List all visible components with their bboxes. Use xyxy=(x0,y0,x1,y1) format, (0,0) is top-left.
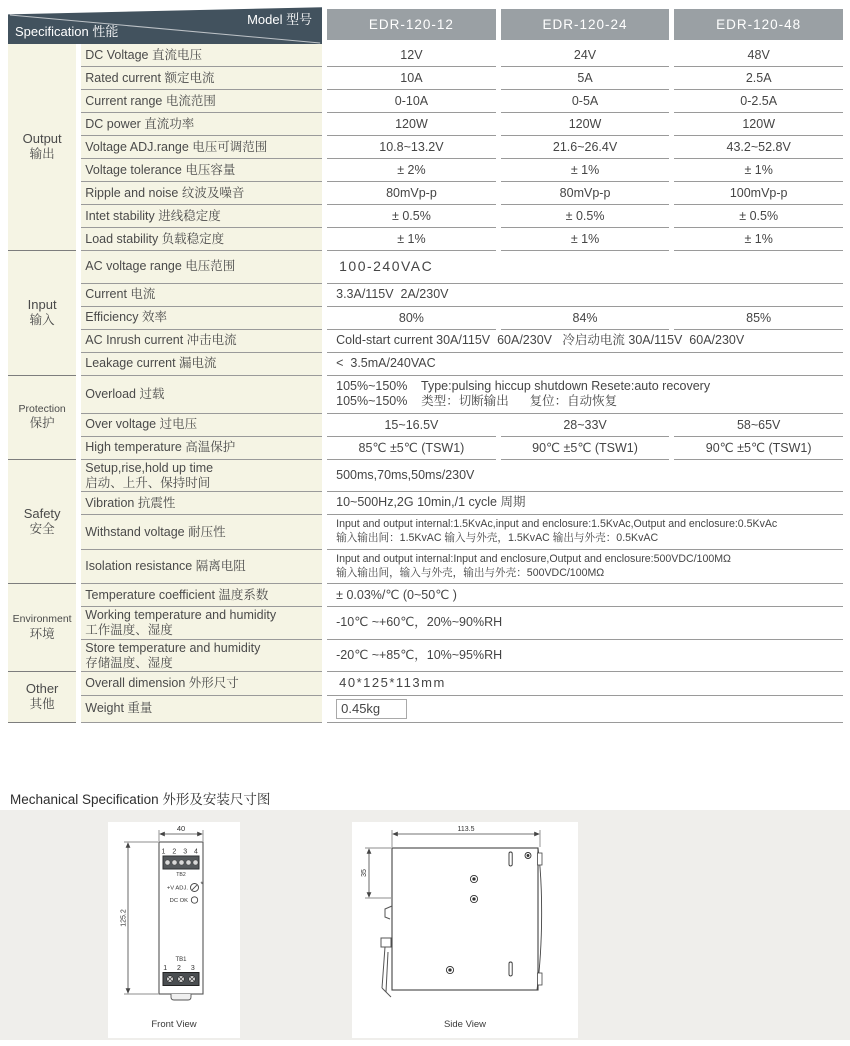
value-cell: ± 0.03%/℃ (0~50℃ ) xyxy=(327,584,843,607)
spec-row xyxy=(8,607,843,640)
rail-offset-dimension xyxy=(361,848,391,898)
value-cell: 90℃ ±5℃ (TSW1) xyxy=(501,437,670,460)
value-cell: 3.3A/115V 2A/230V xyxy=(327,284,843,307)
param-cell: Load stability 负载稳定度 xyxy=(81,228,322,251)
spec-row xyxy=(8,67,843,90)
param-cell: Weight 重量 xyxy=(81,696,322,723)
front-view-drawing xyxy=(109,822,239,1010)
value-cell: 0.45kg xyxy=(327,696,843,723)
value-cell: 10.8~13.2V xyxy=(327,136,496,159)
param-cell: Intet stability 进线稳定度 xyxy=(81,205,322,228)
value-cell: 90℃ ±5℃ (TSW1) xyxy=(674,437,843,460)
spec-row xyxy=(8,90,843,113)
param-cell: DC power 直流功率 xyxy=(81,113,322,136)
spec-row xyxy=(8,460,843,493)
spec-row xyxy=(8,437,843,460)
param-cell: DC Voltage 直流电压 xyxy=(81,44,322,67)
value-cell: ± 1% xyxy=(674,159,843,182)
svg-text:TB2: TB2 xyxy=(176,872,186,878)
spec-row xyxy=(8,284,843,307)
svg-text:35: 35 xyxy=(361,869,368,877)
param-cell: Voltage tolerance 电压容量 xyxy=(81,159,322,182)
svg-text:1 2 3: 1 2 3 xyxy=(163,965,199,972)
specification-table xyxy=(3,4,848,723)
value-cell: 120W xyxy=(327,113,496,136)
svg-text:TB1: TB1 xyxy=(175,957,187,963)
front-view-box xyxy=(108,822,240,1038)
param-cell: AC voltage range 电压范围 xyxy=(81,251,322,284)
param-cell: Setup,rise,hold up time 启动、上升、保持时间 xyxy=(81,460,322,493)
spec-row xyxy=(8,640,843,673)
din-release-tab xyxy=(171,994,191,1000)
svg-text:113.5: 113.5 xyxy=(457,826,475,833)
value-cell: ± 2% xyxy=(327,159,496,182)
spec-row xyxy=(8,44,843,67)
mechanical-panel xyxy=(0,810,850,1040)
param-cell: Current 电流 xyxy=(81,284,322,307)
value-cell: 10A xyxy=(327,67,496,90)
category-output: Output 输出 xyxy=(8,44,76,251)
value-cell: Cold-start current 30A/115V 60A/230V 冷启动电流 30A/115V 60A/230V xyxy=(327,330,843,353)
spec-row xyxy=(8,182,843,205)
value-cell: ± 1% xyxy=(501,159,670,182)
spec-row xyxy=(8,330,843,353)
spec-row xyxy=(8,672,843,695)
spec-row xyxy=(8,550,843,585)
param-cell: Voltage ADJ.range 电压可调范围 xyxy=(81,136,322,159)
model-name: EDR-120-24 xyxy=(501,9,670,40)
category-safety: Safety 安全 xyxy=(8,460,76,585)
value-cell: 85% xyxy=(674,307,843,330)
svg-text:DC OK: DC OK xyxy=(169,898,188,904)
value-cell: 100-240VAC xyxy=(327,251,843,284)
header-corner-cell xyxy=(8,4,322,44)
mechanical-section-heading: Mechanical Specification 外形及安装尺寸图 xyxy=(10,792,271,807)
spec-row xyxy=(8,584,843,607)
spec-row xyxy=(8,515,843,550)
svg-text:*: * xyxy=(200,881,204,889)
value-cell: 0-2.5A xyxy=(674,90,843,113)
value-cell: -10℃ ~+60℃，20%~90%RH xyxy=(327,607,843,640)
param-cell: Temperature coefficient 温度系数 xyxy=(81,584,322,607)
value-cell: 15~16.5V xyxy=(327,414,496,437)
spec-row xyxy=(8,205,843,228)
value-cell: 120W xyxy=(501,113,670,136)
din-rail-clip xyxy=(381,906,392,997)
param-cell: Efficiency 效率 xyxy=(81,307,322,330)
side-view-drawing xyxy=(352,822,578,1010)
table-header-row xyxy=(8,4,843,44)
value-cell: ± 1% xyxy=(674,228,843,251)
value-cell: 43.2~52.8V xyxy=(674,136,843,159)
spec-row xyxy=(8,251,843,284)
value-cell: 28~33V xyxy=(501,414,670,437)
value-cell: -20℃ ~+85℃，10%~95%RH xyxy=(327,640,843,673)
value-cell: 120W xyxy=(674,113,843,136)
height-dimension xyxy=(121,842,159,994)
value-cell: 5A xyxy=(501,67,670,90)
svg-text:+V ADJ.: +V ADJ. xyxy=(166,885,188,892)
category-input: Input 输入 xyxy=(8,251,76,376)
model-header-cell xyxy=(674,4,843,44)
spec-row xyxy=(8,228,843,251)
value-cell: ± 1% xyxy=(327,228,496,251)
param-cell: Leakage current 漏电流 xyxy=(81,353,322,376)
value-cell: 105%~150% Type:pulsing hiccup shutdown Resete:auto recovery 105%~150% 类型：切断输出 复位：自动恢复 xyxy=(327,376,843,414)
category-environment: Environment 环境 xyxy=(8,584,76,672)
model-header-cell xyxy=(501,4,670,44)
value-cell: 2.5A xyxy=(674,67,843,90)
value-cell: 12V xyxy=(327,44,496,67)
value-cell: 100mVp-p xyxy=(674,182,843,205)
param-cell: Store temperature and humidity 存储温度、湿度 xyxy=(81,640,322,673)
value-cell: 500ms,70ms,50ms/230V xyxy=(327,460,843,493)
spec-row xyxy=(8,414,843,437)
value-cell: 10~500Hz,2G 10min,/1 cycle 周期 xyxy=(327,492,843,515)
spec-row xyxy=(8,307,843,330)
value-cell: 21.6~26.4V xyxy=(501,136,670,159)
value-cell: ± 0.5% xyxy=(501,205,670,228)
param-cell: Current range 电流范围 xyxy=(81,90,322,113)
unit-body-outline xyxy=(392,848,542,990)
spec-row xyxy=(8,159,843,182)
param-cell: Working temperature and humidity 工作温度、湿度 xyxy=(81,607,322,640)
width-dimension xyxy=(159,824,203,841)
value-cell: 24V xyxy=(501,44,670,67)
param-cell: High temperature 高温保护 xyxy=(81,437,322,460)
value-cell: 58~65V xyxy=(674,414,843,437)
value-cell: 0-5A xyxy=(501,90,670,113)
value-cell: Input and output internal:1.5KvAc,input and enclosure:1.5KvAc,Output and enclosure:0.5KvAc 输入输出间：1.5KvAC 输入与外壳，1.5KvAC 输出与外壳：0.5KvAC xyxy=(327,515,843,550)
param-cell: Isolation resistance 隔离电阻 xyxy=(81,550,322,585)
param-cell: Rated current 额定电流 xyxy=(81,67,322,90)
param-cell: Withstand voltage 耐压性 xyxy=(81,515,322,550)
model-name: EDR-120-12 xyxy=(327,9,496,40)
value-cell: 80% xyxy=(327,307,496,330)
value-cell: 80mVp-p xyxy=(327,182,496,205)
svg-text:125.2: 125.2 xyxy=(120,909,128,927)
category-protection: Protection 保护 xyxy=(8,376,76,460)
spec-row xyxy=(8,136,843,159)
side-view-box xyxy=(352,822,578,1038)
front-view-caption: Front View xyxy=(151,1019,197,1030)
value-cell: 85℃ ±5℃ (TSW1) xyxy=(327,437,496,460)
value-cell: < 3.5mA/240VAC xyxy=(327,353,843,376)
depth-dimension xyxy=(392,826,540,847)
param-cell: Overload 过载 xyxy=(81,376,322,414)
model-name: EDR-120-48 xyxy=(674,9,843,40)
svg-text:40: 40 xyxy=(176,824,186,833)
value-cell: ± 1% xyxy=(501,228,670,251)
value-cell: Input and output internal:Input and enclosure,Output and enclosure:500VDC/100MΩ 输入输出间，输入与外壳，输出与外壳：500VDC/100MΩ xyxy=(327,550,843,585)
param-cell: AC Inrush current 冲击电流 xyxy=(81,330,322,353)
category-other: Other 其他 xyxy=(8,672,76,723)
param-cell: Ripple and noise 纹波及噪音 xyxy=(81,182,322,205)
value-cell: ± 0.5% xyxy=(674,205,843,228)
spec-row xyxy=(8,376,843,414)
param-cell: Over voltage 过电压 xyxy=(81,414,322,437)
param-cell: Vibration 抗震性 xyxy=(81,492,322,515)
model-header-cell xyxy=(327,4,496,44)
specification-label: Specification 性能 xyxy=(15,24,119,39)
spec-row xyxy=(8,696,843,723)
spec-row xyxy=(8,353,843,376)
svg-text:1 2 3 4: 1 2 3 4 xyxy=(161,848,201,856)
model-label: Model 型号 xyxy=(247,12,313,27)
value-cell: 0-10A xyxy=(327,90,496,113)
value-cell: 84% xyxy=(501,307,670,330)
spec-row xyxy=(8,492,843,515)
param-cell: Overall dimension 外形尺寸 xyxy=(81,672,322,695)
side-view-caption: Side View xyxy=(443,1019,487,1030)
spec-row xyxy=(8,113,843,136)
value-cell: ± 0.5% xyxy=(327,205,496,228)
value-cell: 40*125*113mm xyxy=(327,672,843,695)
value-cell: 48V xyxy=(674,44,843,67)
value-cell: 80mVp-p xyxy=(501,182,670,205)
